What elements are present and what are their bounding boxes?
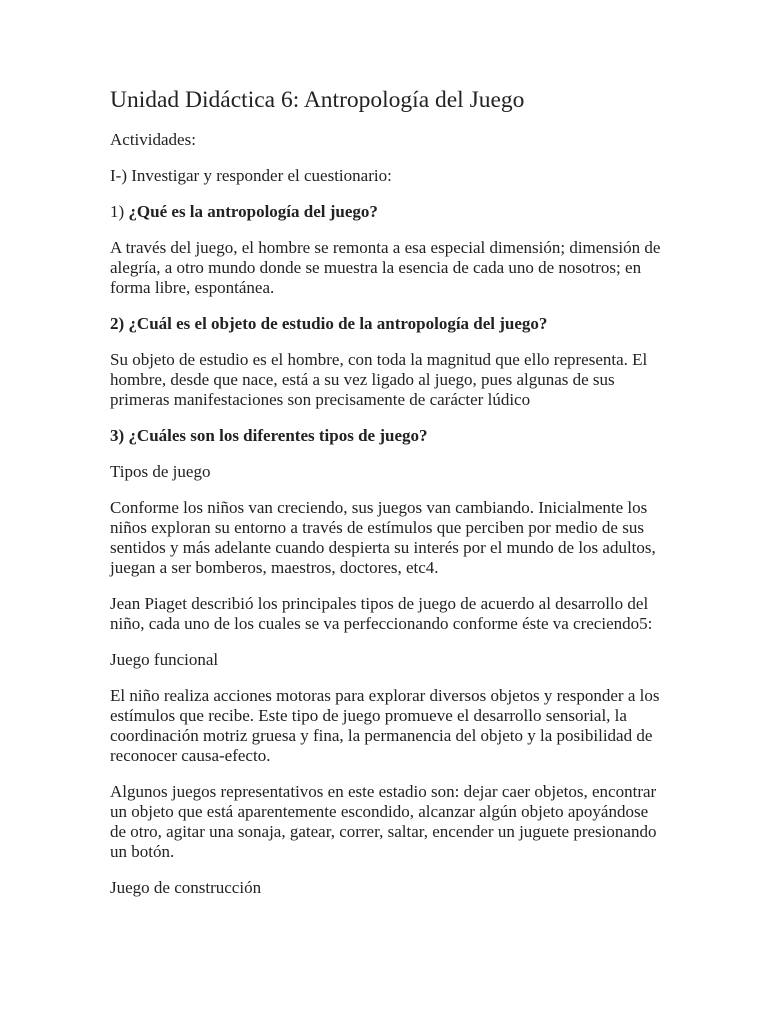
question-1-text: ¿Qué es la antropología del juego?	[128, 202, 378, 221]
instruction-text: I-) Investigar y responder el cuestionario:	[110, 166, 392, 185]
functional-heading: Juego funcional	[110, 650, 219, 669]
paragraph-growth: Conforme los niños van creciendo, sus juegos van cambiando. Inicialmente los niños exploran su entorno a través de estímulos que perciben por medio de sus sentidos y más adelante cuando despierta su interés por el mundo de los adultos, juegan a ser bomberos, maestros, doctores, etc4.	[110, 498, 656, 577]
question-1	[110, 202, 668, 222]
types-heading: Tipos de juego	[110, 462, 211, 481]
document-title: Unidad Didáctica 6: Antropología del Juego	[110, 87, 525, 113]
construction-heading: Juego de construcción	[110, 878, 262, 897]
answer-2: Su objeto de estudio es el hombre, con toda la magnitud que ello representa. El hombre, desde que nace, está a su vez ligado al juego, pues algunas de sus primeras manifestaciones son precisamente de carácter lúdico	[110, 350, 648, 409]
question-3: 3) ¿Cuáles son los diferentes tipos de juego?	[110, 426, 428, 445]
paragraph-examples: Algunos juegos representativos en este estadio son: dejar caer objetos, encontrar un objeto que está aparentemente escondido, alcanzar algún objeto apoyándose de otro, agitar una sonaja, gatear, correr, saltar, encender un juguete presionando un botón.	[110, 782, 657, 861]
paragraph-piaget: Jean Piaget describió los principales tipos de juego de acuerdo al desarrollo del niño, cada uno de los cuales se va perfeccionando conforme éste va creciendo5:	[110, 594, 653, 633]
activities-label: Actividades:	[110, 130, 196, 149]
question-2: 2) ¿Cuál es el objeto de estudio de la antropología del juego?	[110, 314, 548, 333]
paragraph-functional: El niño realiza acciones motoras para explorar diversos objetos y responder a los estímulos que recibe. Este tipo de juego promueve el desarrollo sensorial, la coordinación motriz gruesa y fina, la permanencia del objeto y la posibilidad de reconocer causa-efecto.	[110, 686, 660, 765]
answer-1: A través del juego, el hombre se remonta a esa especial dimensión; dimensión de alegría, a otro mundo donde se muestra la esencia de cada uno de nosotros; en forma libre, espontánea.	[110, 238, 661, 297]
question-1-number: 1)	[110, 202, 125, 221]
